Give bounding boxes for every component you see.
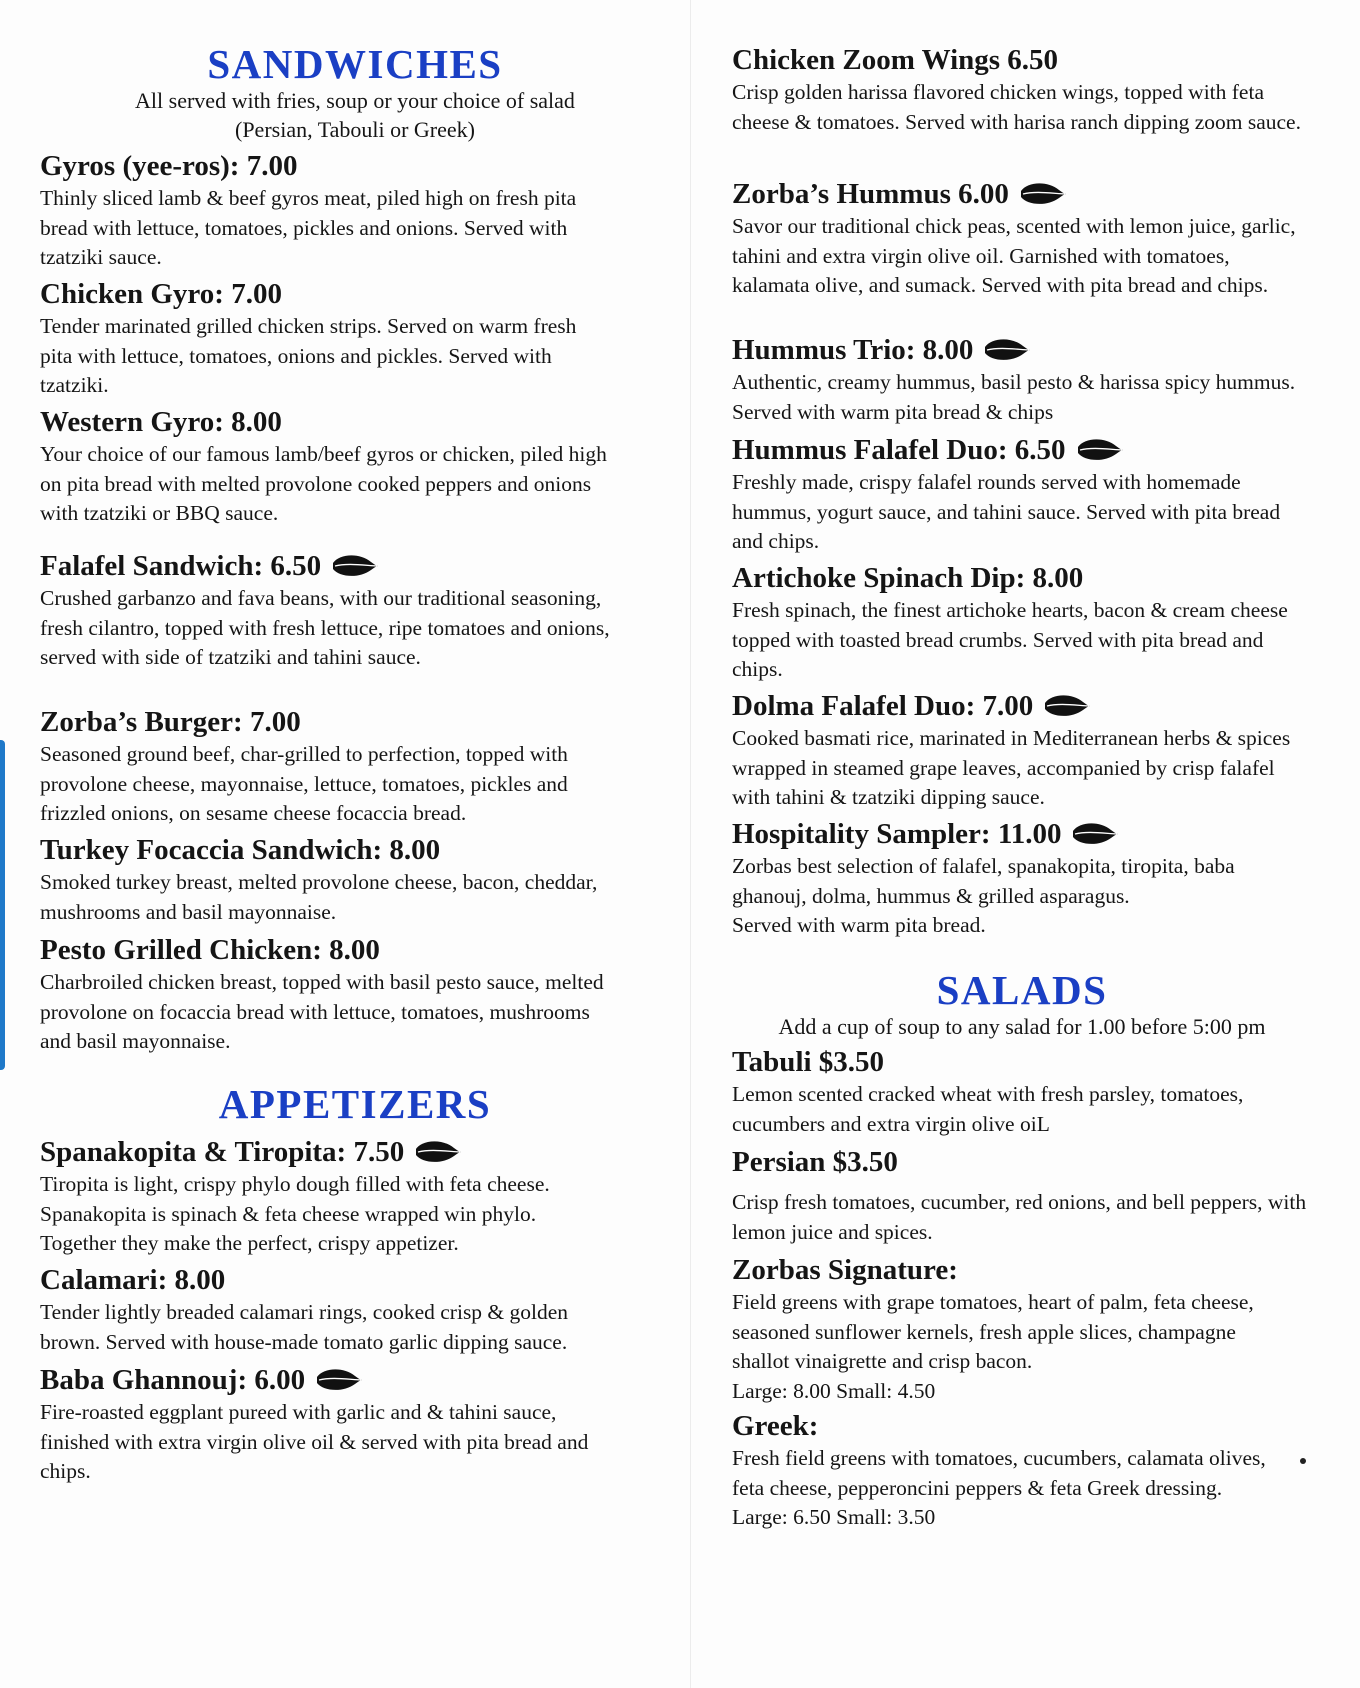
- item-description: Tender lightly breaded calamari rings, cooked crisp & golden brown. Served with house-made tomato garlic dipping sauce.: [40, 1300, 569, 1354]
- item-description: Lemon scented cracked wheat with fresh parsley, tomatoes, cucumbers and extra virgin olive oiL: [732, 1082, 1244, 1136]
- page-fold: [690, 0, 691, 1688]
- leaf-icon: [1071, 821, 1119, 847]
- item-description: Crisp fresh tomatoes, cucumber, red onions, and bell peppers, with lemon juice and spices.: [732, 1190, 1307, 1244]
- item-heading: [732, 176, 1312, 212]
- item-name: Hummus Falafel Duo: 6.50: [732, 434, 1066, 466]
- item-description: Tiropita is light, crispy phylo dough filled with feta cheese. Spanakopita is spinach & feta cheese wrapped win phylo. Together they make the perfect, crispy appetizer.: [40, 1172, 550, 1255]
- item-description-extra: Served with warm pita bread.: [732, 913, 986, 937]
- item-description: Savor our traditional chick peas, scented with lemon juice, garlic, tahini and extra virgin olive oil. Garnished with tomatoes, kalamata olive, and sumack. Served with pita bread and chips.: [732, 214, 1296, 297]
- menu-item: [40, 548, 610, 673]
- menu-item: [40, 1362, 610, 1487]
- item-heading: [732, 816, 1292, 852]
- menu-item: [732, 332, 1312, 427]
- menu-item: [40, 404, 610, 529]
- item-description: Smoked turkey breast, melted provolone cheese, bacon, cheddar, mushrooms and basil mayonnaise.: [40, 870, 598, 924]
- item-description: Seasoned ground beef, char-grilled to perfection, topped with provolone cheese, mayonnaise, lettuce, tomatoes, pickles and frizzled onions, on sesame cheese focaccia bread.: [40, 742, 568, 825]
- leaf-icon: [1043, 693, 1091, 719]
- menu-item: [732, 176, 1312, 301]
- item-name: Zorbas Signature:: [732, 1254, 958, 1286]
- menu-item: [732, 560, 1292, 685]
- item-description: Zorbas best selection of falafel, spanakopita, tiropita, baba ghanouj, dolma, hummus & grilled asparagus.: [732, 854, 1235, 908]
- item-name: Turkey Focaccia Sandwich: 8.00: [40, 834, 441, 866]
- item-heading: [40, 1134, 610, 1170]
- menu-item: [732, 1408, 1292, 1533]
- item-name: Chicken Zoom Wings 6.50: [732, 44, 1059, 76]
- item-description: Authentic, creamy hummus, basil pesto & harissa spicy hummus. Served with warm pita bread & chips: [732, 370, 1296, 424]
- menu-item: [732, 42, 1312, 137]
- menu-item: [40, 1262, 610, 1357]
- item-name: Dolma Falafel Duo: 7.00: [732, 690, 1034, 722]
- item-name: Baba Ghannouj: 6.00: [40, 1364, 306, 1396]
- menu-item: [40, 148, 610, 273]
- leaf-icon: [315, 1367, 363, 1393]
- item-heading: [40, 548, 610, 584]
- item-description: Cooked basmati rice, marinated in Mediterranean herbs & spices wrapped in steamed grape leaves, accompanied by crisp falafel with tahini & tzatziki dipping sauce.: [732, 726, 1291, 809]
- item-description: Your choice of our famous lamb/beef gyros or chicken, piled high on pita bread with melted provolone cooked peppers and onions with tzatziki or BBQ sauce.: [40, 442, 607, 525]
- leaf-icon: [983, 337, 1031, 363]
- item-description: Fire-roasted eggplant pureed with garlic and & tahini sauce, finished with extra virgin olive oil & served with pita bread and chips.: [40, 1400, 589, 1483]
- item-name: Zorba’s Burger: 7.00: [40, 706, 301, 738]
- sandwiches-title: SANDWICHES: [207, 41, 503, 87]
- item-description: Charbroiled chicken breast, topped with basil pesto sauce, melted provolone on focaccia bread with lettuce, tomatoes, mushrooms and basil mayonnaise.: [40, 970, 604, 1053]
- menu-item: [40, 704, 610, 829]
- item-name: Persian $3.50: [732, 1146, 898, 1178]
- item-description: Crushed garbanzo and fava beans, with our traditional seasoning, fresh cilantro, topped with fresh lettuce, ripe tomatoes and onions, served with side of tzatziki and tahini sauce.: [40, 586, 610, 669]
- item-sizes: Large: 6.50 Small: 3.50: [732, 1505, 936, 1529]
- page-edge-accent: [0, 740, 5, 1070]
- salads-note: Add a cup of soup to any salad for 1.00 before 5:00 pm: [778, 1014, 1266, 1039]
- leaf-icon: [414, 1139, 462, 1165]
- leaf-icon: [1076, 437, 1124, 463]
- item-name: Tabuli $3.50: [732, 1046, 885, 1078]
- menu-item: [732, 816, 1292, 941]
- item-name: Artichoke Spinach Dip: 8.00: [732, 562, 1084, 594]
- item-name: Hospitality Sampler: 11.00: [732, 818, 1062, 850]
- item-name: Greek:: [732, 1410, 819, 1442]
- menu-item: [40, 932, 610, 1057]
- leaf-icon: [331, 553, 379, 579]
- appetizers-title: APPETIZERS: [218, 1081, 492, 1127]
- item-name: Gyros (yee-ros): 7.00: [40, 150, 298, 182]
- item-sizes: Large: 8.00 Small: 4.50: [732, 1378, 936, 1403]
- menu-item: [40, 832, 610, 927]
- menu-item: [732, 432, 1312, 557]
- item-name: Calamari: 8.00: [40, 1264, 226, 1296]
- item-heading: [732, 332, 1312, 368]
- item-description: Fresh spinach, the finest artichoke hearts, bacon & cream cheese topped with toasted bread crumbs. Served with pita bread and chips.: [732, 598, 1288, 681]
- item-description: Field greens with grape tomatoes, heart of palm, feta cheese, seasoned sunflower kernels, fresh apple slices, champagne shallot vinaigrette and crisp bacon.: [732, 1290, 1254, 1373]
- menu-item: [40, 1134, 610, 1259]
- item-heading: [40, 1362, 610, 1398]
- menu-item: [732, 1144, 1312, 1247]
- item-name: Zorba’s Hummus 6.00: [732, 178, 1009, 210]
- item-name: Falafel Sandwich: 6.50: [40, 550, 322, 582]
- stray-mark: [1300, 1458, 1306, 1464]
- menu-item: [732, 1252, 1292, 1406]
- leaf-icon: [1019, 181, 1067, 207]
- item-heading: [732, 688, 1312, 724]
- item-name: Western Gyro: 8.00: [40, 406, 282, 438]
- menu-item: [40, 276, 610, 401]
- sandwiches-note-line2: (Persian, Tabouli or Greek): [235, 117, 475, 142]
- item-name: Chicken Gyro: 7.00: [40, 278, 282, 310]
- item-name: Spanakopita & Tiropita: 7.50: [40, 1136, 405, 1168]
- item-description: Fresh field greens with tomatoes, cucumbers, calamata olives, feta cheese, pepperoncini peppers & feta Greek dressing.: [732, 1446, 1266, 1500]
- salads-title: SALADS: [936, 967, 1108, 1013]
- item-heading: [732, 432, 1312, 468]
- item-description: Thinly sliced lamb & beef gyros meat, piled high on fresh pita bread with lettuce, tomatoes, pickles and onions. Served with tzatziki sauce.: [40, 186, 577, 269]
- sandwiches-note-line1: All served with fries, soup or your choice of salad: [135, 88, 575, 113]
- menu-item: [732, 688, 1312, 813]
- item-description: Freshly made, crispy falafel rounds served with homemade hummus, yogurt sauce, and tahini sauce. Served with pita bread and chips.: [732, 470, 1281, 553]
- menu-item: [732, 1044, 1292, 1139]
- item-name: Pesto Grilled Chicken: 8.00: [40, 934, 380, 966]
- item-name: Hummus Trio: 8.00: [732, 334, 974, 366]
- item-description: Crisp golden harissa flavored chicken wings, topped with feta cheese & tomatoes. Served with harisa ranch dipping zoom sauce.: [732, 80, 1301, 134]
- item-description: Tender marinated grilled chicken strips. Served on warm fresh pita with lettuce, tomatoes, onions and pickles. Served with tzatziki.: [40, 314, 577, 397]
